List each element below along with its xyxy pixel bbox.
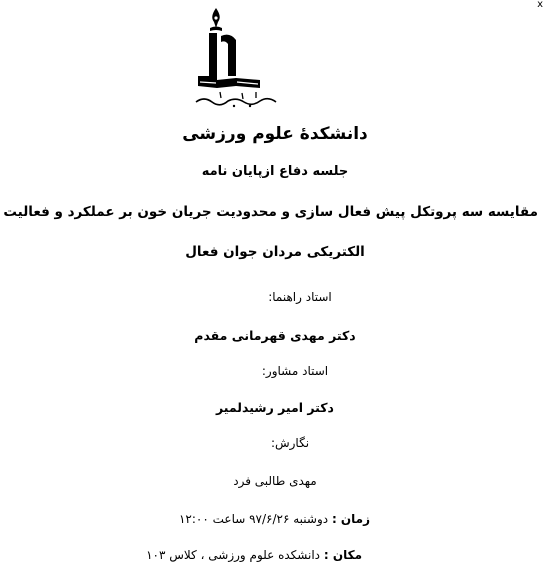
author-label: نگارش: <box>270 436 310 450</box>
thesis-title-line-2: الکتریکی مردان جوان فعال <box>185 244 365 260</box>
place-value: دانشکده علوم ورزشی ، کلاس ۱۰۳ <box>146 548 321 562</box>
supervisor-label: استاد راهنما: <box>268 290 332 304</box>
session-title: جلسه دفاع ازپایان نامه <box>201 164 349 179</box>
author-name: مهدی طالبی فرد <box>233 474 317 488</box>
ferdowsi-university-logo <box>190 6 286 110</box>
thesis-title-line-1: مقایسه سه پروتکل پیش فعال سازی و محدودیت جریان خون بر عملکرد و فعالیت <box>3 204 538 220</box>
place-label: مکان : <box>323 548 362 562</box>
supervisor-name: دکتر مهدی قهرمانی مقدم <box>194 328 356 343</box>
time-value: دوشنبه ۹۷/۶/۲۶ ساعت ۱۲:۰۰ <box>178 512 329 526</box>
close-mark: x <box>537 0 543 10</box>
defense-place <box>146 548 362 562</box>
advisor-name: دکتر امیر رشیدلمیر <box>216 400 334 415</box>
faculty-title: دانشکدهٔ علوم ورزشی <box>182 124 368 144</box>
advisor-label: استاد مشاور: <box>261 364 329 378</box>
time-label: زمان : <box>331 512 370 526</box>
defense-time <box>179 512 370 526</box>
